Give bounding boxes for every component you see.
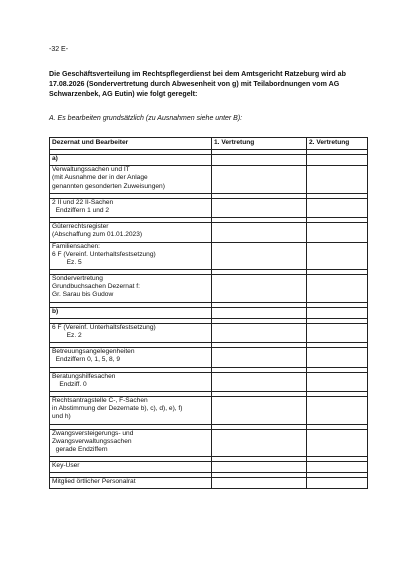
cell-second-deputy — [307, 223, 368, 242]
cell-second-deputy — [307, 348, 368, 367]
page-number: -32 E- — [49, 46, 69, 53]
cell-line: Mitglied örtlicher Personalrat — [52, 478, 136, 486]
cell-dezernat — [50, 307, 212, 318]
cell-line: (mit Ausnahme der in der Anlage — [52, 174, 148, 182]
table-row — [50, 323, 368, 342]
cell-second-deputy — [307, 396, 368, 424]
cell-dezernat — [50, 462, 212, 473]
table-row — [50, 275, 368, 303]
cell-line: Beratungshilfesachen — [52, 372, 116, 380]
table-row — [50, 155, 368, 166]
cell-line: Gr. Sarau bis Gudow — [52, 291, 114, 299]
cell-line: a) — [52, 155, 58, 162]
cell-second-deputy — [307, 155, 368, 166]
cell-second-deputy — [307, 478, 368, 489]
cell-line: Endziff. 0 — [52, 380, 87, 388]
cell-line: Ez. 2 — [52, 332, 82, 339]
cell-dezernat — [50, 155, 212, 166]
cell-first-deputy — [212, 155, 307, 166]
cell-line: Zwangsversteigerungs- und — [52, 429, 134, 437]
table-row — [50, 307, 368, 318]
cell-line: 6 F (Vereinf. Unterhaltsfestsetzung) — [52, 250, 156, 258]
cell-second-deputy — [307, 462, 368, 473]
cell-second-deputy — [307, 166, 368, 194]
cell-dezernat — [50, 348, 212, 367]
cell-second-deputy — [307, 323, 368, 342]
cell-first-deputy — [212, 429, 307, 457]
cell-dezernat — [50, 372, 212, 391]
cell-dezernat — [50, 198, 212, 217]
cell-dezernat — [50, 275, 212, 303]
cell-line: in Abstimmung der Dezernate b), c), d), e), f) — [52, 405, 183, 413]
intro-text: A. Es bearbeiten grundsätzlich (zu Ausnahmen siehe unter B): — [49, 115, 243, 122]
document-heading: Die Geschäftsverteilung im Rechtspflegerdienst bei dem Amtsgericht Ratzeburg wird ab 17.08.2026 (Sondervertretung durch Abwesenheit von g) mit Teilabordnungen vom AG Schwarzenbek, AG Eutin) wie folgt geregelt: — [49, 70, 346, 98]
cell-first-deputy — [212, 372, 307, 391]
cell-line: Familiensachen: — [52, 242, 101, 250]
cell-line: 6 F (Vereinf. Unterhaltsfestsetzung) — [52, 323, 156, 331]
table-body — [50, 150, 368, 489]
cell-line: Endziffern 1 und 2 — [52, 206, 110, 214]
table-row — [50, 478, 368, 489]
cell-line: Betreuungsangelegenheiten — [52, 348, 135, 356]
cell-line: b) — [52, 307, 59, 315]
cell-second-deputy — [307, 198, 368, 217]
cell-second-deputy — [307, 242, 368, 270]
cell-second-deputy — [307, 307, 368, 318]
cell-line: Endziffern 0, 1, 5, 8, 9 — [52, 356, 121, 364]
cell-second-deputy — [307, 275, 368, 303]
cell-line: Key-User — [52, 462, 80, 470]
cell-dezernat — [50, 478, 212, 489]
allocation-table — [49, 137, 368, 489]
cell-line: und h) — [52, 413, 71, 421]
cell-line: Zwangsverwaltungssachen — [52, 437, 132, 445]
cell-line: Ez. 5 — [52, 258, 82, 266]
cell-line: (Abschaffung zum 01.01.2023) — [52, 231, 143, 239]
header-second-deputy: 2. Vertretung — [307, 138, 368, 150]
cell-first-deputy — [212, 307, 307, 318]
cell-first-deputy — [212, 242, 307, 270]
cell-dezernat — [50, 223, 212, 242]
header-dezernat: Dezernat und Bearbeiter — [50, 138, 212, 150]
cell-dezernat — [50, 166, 212, 194]
table-row — [50, 429, 368, 457]
table-row — [50, 396, 368, 424]
table-row — [50, 462, 368, 473]
cell-dezernat — [50, 429, 212, 457]
table-header-row — [50, 138, 368, 150]
cell-first-deputy — [212, 323, 307, 342]
cell-dezernat — [50, 242, 212, 270]
cell-line: 2 II und 22 II-Sachen — [52, 198, 114, 206]
cell-second-deputy — [307, 372, 368, 391]
cell-line: Sondervertretung — [52, 275, 103, 283]
cell-first-deputy — [212, 478, 307, 489]
cell-dezernat — [50, 396, 212, 424]
table-row — [50, 348, 368, 367]
cell-first-deputy — [212, 166, 307, 194]
cell-first-deputy — [212, 396, 307, 424]
header-first-deputy: 1. Vertretung — [212, 138, 307, 150]
cell-first-deputy — [212, 223, 307, 242]
cell-second-deputy — [307, 429, 368, 457]
cell-first-deputy — [212, 462, 307, 473]
table-row — [50, 242, 368, 270]
table-row — [50, 223, 368, 242]
cell-line: Rechtsantragstelle C-, F-Sachen — [52, 396, 148, 404]
cell-line: genannten gesonderten Zuweisungen) — [52, 182, 165, 190]
table-row — [50, 372, 368, 391]
table-row — [50, 166, 368, 194]
cell-line: Güterrechtsregister — [52, 223, 109, 231]
cell-first-deputy — [212, 275, 307, 303]
table-row — [50, 198, 368, 217]
cell-line: Verwaltungssachen und IT — [52, 166, 130, 174]
cell-dezernat — [50, 323, 212, 342]
cell-line: Grundbuchsachen Dezernat f: — [52, 283, 140, 291]
cell-first-deputy — [212, 198, 307, 217]
cell-first-deputy — [212, 348, 307, 367]
cell-line: gerade Endziffern — [52, 445, 108, 453]
